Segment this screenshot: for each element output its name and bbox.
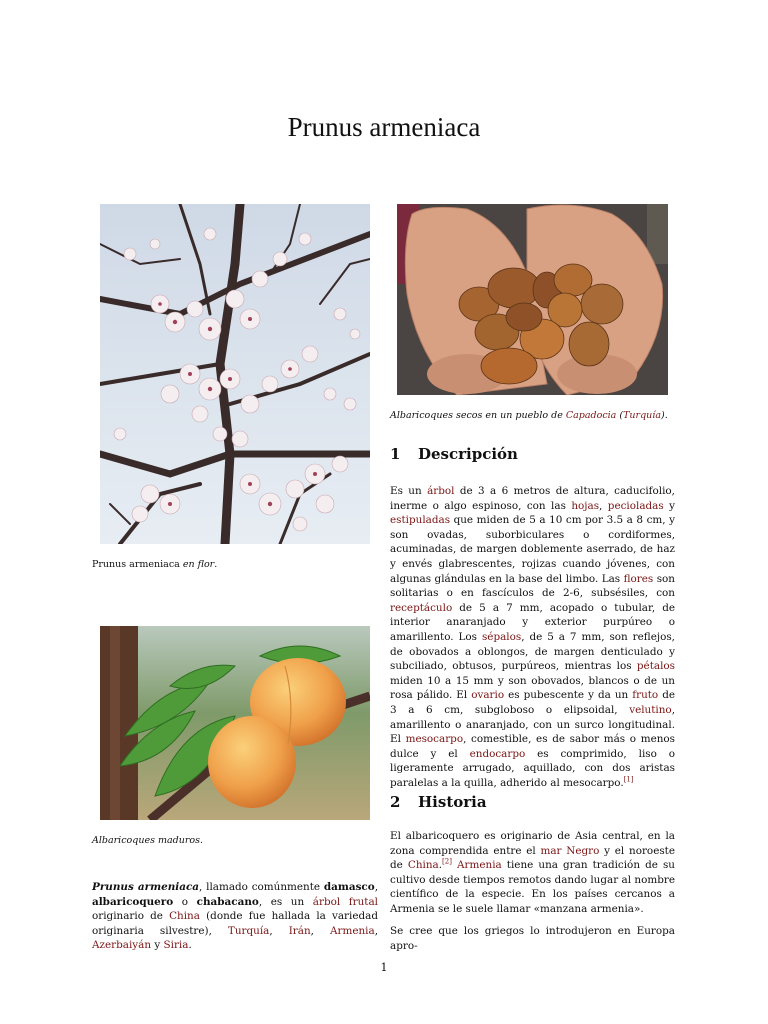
link-receptaculo[interactable]: receptáculo (390, 601, 453, 614)
ripe-apricots-image (100, 626, 370, 820)
link-endocarpo[interactable]: endocarpo (469, 747, 526, 760)
section-historia-heading: 2 Historia (390, 793, 487, 811)
link-china[interactable]: China (169, 910, 200, 923)
reference-2[interactable]: [2] (442, 857, 452, 866)
link-petalos[interactable]: pétalos (636, 660, 675, 673)
link-armenia[interactable]: Armenia (330, 924, 375, 937)
link-flores[interactable]: flores (623, 572, 654, 585)
link-velutino[interactable]: velutino (629, 703, 672, 716)
link-fruto[interactable]: fruto (632, 689, 659, 702)
link-mar-negro[interactable]: mar Negro (540, 844, 600, 857)
link-arbol[interactable]: árbol (427, 485, 455, 497)
link-iran[interactable]: Irán (288, 924, 311, 937)
link-ovario[interactable]: ovario (471, 689, 505, 702)
link-siria[interactable]: Siria (163, 939, 189, 952)
section-descripcion-heading: 1 Descripción (390, 445, 518, 463)
historia-paragraph: El albaricoquero es originario de Asia central, en la zona comprendida entre el mar Negro y el noroeste de China.[2] Armenia tiene una gran tradición de su cultivo desde tiempos remotos dando lugar al nombre científico de la especie. En los países cercanos a Armenia se le suele llamar «manzana armenia». (390, 830, 675, 915)
intro-paragraph: Prunus armeniaca, llamado comúnmente damasco, albaricoquero o chabacano, es un árbol frutal originario de China (donde fue hallada la variedad originaria silvestre), Turquía, Irán, Armenia, Azerbaiyán y Siria. (92, 881, 379, 952)
dried-apricots-image (397, 204, 668, 395)
link-turquia-caption[interactable]: Turquía (623, 410, 661, 421)
dried-caption: Albaricoques secos en un pueblo de Capadocia (Turquía). (390, 410, 668, 421)
ripe-caption: Albaricoques maduros. (92, 835, 204, 846)
descripcion-paragraph: Es un árbol de 3 a 6 metros de altura, caducifolio, inerme o algo espinoso, con las hojas, pecioladas y estipuladas que miden de 5 a 10 cm por 3.5 a 8 cm, y son ovadas, suborbiculares o cordiformes, acuminadas, de margen doblemente aserrado, de haz y envés glabrescentes, rojizas cuando jóvenes, con algunas glándulas en la base del limbo. Las flores son solitarias o en fascículos de 2-6, subsésiles, con receptáculo de 5 a 7 mm, acopado o tubular, de interior anaranjado y exterior purpúreo o amarillento. Los sépalos, de 5 a 7 mm, son reflejos, de obovados a oblongos, de margen denticulado y subciliado, obtusos, purpúreos, mientras los pétalos miden 10 a 15 mm y son obovados, blancos o de un rosa pálido. El ovario es pubescente y da un fruto de 3 a 6 cm, subgloboso o elipsoidal, velutino, amarillento o anaranjado, con un surco longitudinal. El mesocarpo, comestible, es de sabor más o menos dulce y el endocarpo es comprimido, liso o ligeramente arrugado, aquillado, con dos aristas paralelas a la quilla, adherido al mesocarpo.[1] (390, 485, 676, 789)
link-capadocia[interactable]: Capadocia (565, 410, 617, 421)
link-armenia-historia[interactable]: Armenia (457, 859, 502, 872)
link-arbol-frutal[interactable]: árbol frutal (312, 895, 378, 908)
reference-1[interactable]: [1] (623, 775, 634, 784)
link-estipuladas[interactable]: estipuladas (390, 514, 451, 527)
page-title: Prunus armeniaca (287, 112, 481, 142)
historia-paragraph-2: Se cree que los griegos lo introdujeron en Europa apro- (390, 925, 675, 952)
link-hojas[interactable]: hojas (571, 499, 600, 512)
link-turquia[interactable]: Turquía (227, 924, 270, 937)
blossom-caption: Prunus armeniaca en flor. (92, 559, 218, 570)
link-pecioladas[interactable]: pecioladas (607, 499, 664, 512)
page-number: 1 (380, 961, 388, 974)
link-china-historia[interactable]: China (407, 859, 439, 872)
blossom-image (100, 204, 370, 544)
link-sepalos[interactable]: sépalos (481, 630, 522, 643)
link-mesocarpo[interactable]: mesocarpo (405, 733, 464, 746)
link-azerbaiyan[interactable]: Azerbaiyán (92, 939, 152, 952)
